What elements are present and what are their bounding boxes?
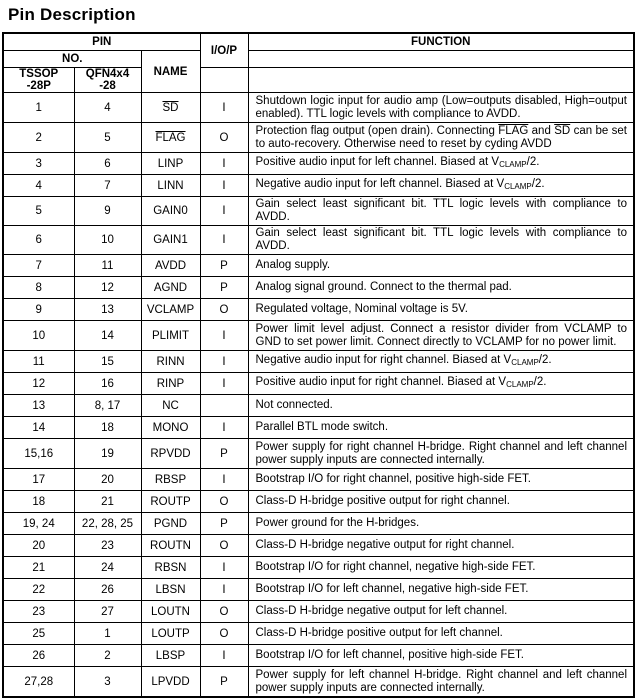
pin-name-cell: RPVDD xyxy=(141,439,200,469)
function-text: Class-D H-bridge negative output for left channel. xyxy=(255,605,508,617)
table-row xyxy=(3,123,634,153)
function-cell xyxy=(248,623,634,645)
pin-tssop-cell: 5 xyxy=(3,197,74,226)
overline-text: $\overline{SD}$ xyxy=(554,124,571,137)
pin-tssop-cell: 25 xyxy=(3,623,74,645)
function-text: Analog supply. xyxy=(255,259,331,271)
pin-name-cell: LOUTN xyxy=(141,601,200,623)
pin-qfn-cell: 19 xyxy=(74,439,141,469)
pin-tssop-cell: 4 xyxy=(3,175,74,197)
function-cell xyxy=(248,321,634,351)
function-cell xyxy=(248,513,634,535)
pin-qfn-cell: 7 xyxy=(74,175,141,197)
pin-tssop-cell: 9 xyxy=(3,299,74,321)
function-cell xyxy=(248,299,634,321)
io-cell: O xyxy=(200,601,248,623)
pin-tssop-cell: 23 xyxy=(3,601,74,623)
page-title: Pin Description xyxy=(8,5,136,24)
io-cell: P xyxy=(200,513,248,535)
pin-name-cell: LINN xyxy=(141,175,200,197)
pin-tssop-cell: 15,16 xyxy=(3,439,74,469)
function-text: Positive audio input for left channel. Biased at V xyxy=(255,156,500,168)
function-text: /2. xyxy=(533,376,547,388)
function-text: Positive audio input for right channel. Biased at V xyxy=(255,376,507,388)
io-cell: P xyxy=(200,255,248,277)
function-cell xyxy=(248,373,634,395)
pin-name-cell: MONO xyxy=(141,417,200,439)
table-row xyxy=(3,153,634,175)
function-cell xyxy=(248,175,634,197)
pin-qfn-cell: 13 xyxy=(74,299,141,321)
overline-text: FLAG xyxy=(498,124,529,137)
pin-name-cell: PLIMIT xyxy=(141,321,200,351)
function-cell xyxy=(248,123,634,153)
pin-qfn-cell: 18 xyxy=(74,417,141,439)
table-row xyxy=(3,601,634,623)
pin-qfn-cell: 10 xyxy=(74,226,141,255)
function-cell xyxy=(248,153,634,175)
pin-qfn-cell: 21 xyxy=(74,491,141,513)
pin-name-cell: GAIN1 xyxy=(141,226,200,255)
table-row xyxy=(3,93,634,123)
io-cell: I xyxy=(200,175,248,197)
function-text: Bootstrap I/O for right channel, negative high-side FET. xyxy=(255,561,536,573)
table-row xyxy=(3,439,634,469)
header-no: NO. xyxy=(3,51,141,68)
pin-qfn-cell: 12 xyxy=(74,277,141,299)
function-text: Power limit level adjust. Connect a resistor divider from VCLAMP to GND to set power limit. Connect directly to VCLAMP for no power limit. xyxy=(255,322,627,348)
function-text: Power ground for the H-bridges. xyxy=(255,517,420,529)
table-header xyxy=(3,33,634,93)
pin-name-cell: LINP xyxy=(141,153,200,175)
io-cell: I xyxy=(200,417,248,439)
function-text: Power supply for right channel H-bridge. Right channel and left channel power supply inputs are connected internally. xyxy=(255,440,627,466)
function-text: Bootstrap I/O for left channel, positive high-side FET. xyxy=(255,649,524,661)
table-row xyxy=(3,557,634,579)
pin-name-cell: NC xyxy=(141,395,200,417)
pin-qfn-cell: 3 xyxy=(74,667,141,698)
pin-name-cell xyxy=(141,93,200,123)
io-cell: P xyxy=(200,667,248,698)
table-row xyxy=(3,255,634,277)
pin-tssop-cell: 26 xyxy=(3,645,74,667)
header-function-spacer-1 xyxy=(248,51,634,68)
io-cell: O xyxy=(200,491,248,513)
table-row xyxy=(3,579,634,601)
header-iop: I/O/P xyxy=(200,33,248,68)
io-cell: I xyxy=(200,93,248,123)
function-cell xyxy=(248,439,634,469)
io-cell: O xyxy=(200,123,248,153)
pin-qfn-cell: 22, 28, 25 xyxy=(74,513,141,535)
io-cell: I xyxy=(200,351,248,373)
pin-qfn-cell: 2 xyxy=(74,645,141,667)
pin-qfn-cell: 20 xyxy=(74,469,141,491)
pin-tssop-cell: 27,28 xyxy=(3,667,74,698)
pin-tssop-cell: 17 xyxy=(3,469,74,491)
table-row xyxy=(3,351,634,373)
function-text: Regulated voltage, Nominal voltage is 5V. xyxy=(255,303,468,315)
function-text: /2. xyxy=(538,354,552,366)
function-text: Negative audio input for right channel. Biased at V xyxy=(255,354,512,366)
io-cell: I xyxy=(200,469,248,491)
function-cell xyxy=(248,601,634,623)
table-row xyxy=(3,535,634,557)
io-cell: O xyxy=(200,623,248,645)
pin-tssop-cell: 7 xyxy=(3,255,74,277)
subscript-text: CLAMP xyxy=(499,160,527,169)
pin-name-cell xyxy=(141,123,200,153)
function-cell xyxy=(248,93,634,123)
function-text: Not connected. xyxy=(255,399,333,411)
subscript-text: CLAMP xyxy=(504,182,532,191)
table-row xyxy=(3,667,634,698)
pin-qfn-cell: 16 xyxy=(74,373,141,395)
pin-tssop-cell: 3 xyxy=(3,153,74,175)
pin-tssop-cell: 21 xyxy=(3,557,74,579)
table-row xyxy=(3,395,634,417)
table-row xyxy=(3,645,634,667)
io-cell: P xyxy=(200,439,248,469)
function-text: Class-D H-bridge positive output for left channel. xyxy=(255,627,503,639)
pin-name-cell: ROUTP xyxy=(141,491,200,513)
pin-qfn-cell: 23 xyxy=(74,535,141,557)
pin-qfn-cell: 24 xyxy=(74,557,141,579)
io-cell: I xyxy=(200,373,248,395)
table-row xyxy=(3,417,634,439)
pin-tssop-cell: 18 xyxy=(3,491,74,513)
pin-tssop-cell: 11 xyxy=(3,351,74,373)
io-cell xyxy=(200,395,248,417)
io-cell: I xyxy=(200,226,248,255)
pin-qfn-cell: 9 xyxy=(74,197,141,226)
pin-name-cell: ROUTN xyxy=(141,535,200,557)
pin-tssop-cell: 1 xyxy=(3,93,74,123)
header-function-spacer-2 xyxy=(248,68,634,93)
pin-table-body xyxy=(3,93,634,698)
function-text: Protection flag output (open drain). Connecting xyxy=(255,124,499,137)
subscript-text: CLAMP xyxy=(506,380,534,389)
pin-name-cell: LBSP xyxy=(141,645,200,667)
pin-qfn-cell: 26 xyxy=(74,579,141,601)
pin-name-cell: RBSP xyxy=(141,469,200,491)
pin-name-cell: PGND xyxy=(141,513,200,535)
function-text: /2. xyxy=(531,178,545,190)
pin-name-cell: VCLAMP xyxy=(141,299,200,321)
function-text: Negative audio input for left channel. Biased at V xyxy=(255,178,505,190)
io-cell: O xyxy=(200,535,248,557)
function-cell xyxy=(248,667,634,698)
pin-name-overline: $\overline{SD}$ xyxy=(162,101,179,114)
pin-name-cell: LOUTP xyxy=(141,623,200,645)
function-text: and xyxy=(528,124,555,137)
pin-name-cell: RBSN xyxy=(141,557,200,579)
header-qfn: QFN4x4 -28 xyxy=(74,68,141,93)
subscript-text: CLAMP xyxy=(511,358,539,367)
function-cell xyxy=(248,579,634,601)
table-row xyxy=(3,623,634,645)
function-text: Shutdown logic input for audio amp (Low=outputs disabled, High=output enabled). TTL logic levels with compliance to AVDD. xyxy=(255,94,627,120)
io-cell: I xyxy=(200,645,248,667)
function-text: Analog signal ground. Connect to the thermal pad. xyxy=(255,281,512,293)
table-row xyxy=(3,469,634,491)
function-cell xyxy=(248,197,634,226)
pin-qfn-cell: 14 xyxy=(74,321,141,351)
pin-name-cell: AVDD xyxy=(141,255,200,277)
pin-tssop-cell: 6 xyxy=(3,226,74,255)
pin-name-cell: AGND xyxy=(141,277,200,299)
table-row xyxy=(3,321,634,351)
pin-tssop-cell: 14 xyxy=(3,417,74,439)
pin-qfn-cell: 6 xyxy=(74,153,141,175)
pin-name-cell: RINP xyxy=(141,373,200,395)
function-cell xyxy=(248,417,634,439)
table-row xyxy=(3,513,634,535)
pin-name-cell: LPVDD xyxy=(141,667,200,698)
function-cell xyxy=(248,645,634,667)
function-cell xyxy=(248,557,634,579)
function-cell xyxy=(248,351,634,373)
function-cell xyxy=(248,255,634,277)
function-cell xyxy=(248,277,634,299)
function-cell xyxy=(248,226,634,255)
table-row xyxy=(3,491,634,513)
pin-tssop-cell: 2 xyxy=(3,123,74,153)
pin-tssop-cell: 20 xyxy=(3,535,74,557)
function-cell xyxy=(248,535,634,557)
header-function: FUNCTION xyxy=(248,33,634,51)
function-text: Class-D H-bridge negative output for right channel. xyxy=(255,539,515,551)
pin-qfn-cell: 1 xyxy=(74,623,141,645)
header-iop-spacer xyxy=(200,68,248,93)
header-name: NAME xyxy=(141,51,200,93)
function-text: can be set to auto-recovery. Otherwise need to reset by cyding AVDD xyxy=(255,124,627,150)
header-pin: PIN xyxy=(3,33,200,51)
function-text: Bootstrap I/O for left channel, negative high-side FET. xyxy=(255,583,529,595)
io-cell: I xyxy=(200,153,248,175)
io-cell: P xyxy=(200,277,248,299)
header-tssop: TSSOP -28P xyxy=(3,68,74,93)
function-text: Parallel BTL mode switch. xyxy=(255,421,389,433)
pin-name-overline: FLAG xyxy=(155,131,186,144)
table-row xyxy=(3,226,634,255)
table-row xyxy=(3,373,634,395)
io-cell: O xyxy=(200,299,248,321)
table-row xyxy=(3,299,634,321)
io-cell: I xyxy=(200,321,248,351)
pin-tssop-cell: 19, 24 xyxy=(3,513,74,535)
pin-name-cell: RINN xyxy=(141,351,200,373)
header-row-1 xyxy=(3,33,634,51)
pin-qfn-cell: 4 xyxy=(74,93,141,123)
header-row-3 xyxy=(3,68,634,93)
function-cell xyxy=(248,469,634,491)
function-text: Gain select least significant bit. TTL logic levels with compliance to AVDD. xyxy=(255,227,627,252)
function-cell xyxy=(248,395,634,417)
table-row xyxy=(3,277,634,299)
pin-tssop-cell: 22 xyxy=(3,579,74,601)
function-text: Gain select least significant bit. TTL logic levels with compliance to AVDD. xyxy=(255,198,627,223)
pin-qfn-cell: 15 xyxy=(74,351,141,373)
header-row-2 xyxy=(3,51,634,68)
io-cell: I xyxy=(200,557,248,579)
io-cell: I xyxy=(200,197,248,226)
pin-tssop-cell: 10 xyxy=(3,321,74,351)
pin-name-cell: LBSN xyxy=(141,579,200,601)
pin-description-table xyxy=(2,32,635,698)
pin-qfn-cell: 8, 17 xyxy=(74,395,141,417)
pin-tssop-cell: 8 xyxy=(3,277,74,299)
pin-tssop-cell: 12 xyxy=(3,373,74,395)
function-text: Power supply for left channel H-bridge. Right channel and left channel power supply inputs are connected internally. xyxy=(255,668,627,694)
pin-name-cell: GAIN0 xyxy=(141,197,200,226)
pin-qfn-cell: 27 xyxy=(74,601,141,623)
pin-qfn-cell: 5 xyxy=(74,123,141,153)
function-text: /2. xyxy=(526,156,540,168)
table-row xyxy=(3,197,634,226)
pin-tssop-cell: 13 xyxy=(3,395,74,417)
io-cell: I xyxy=(200,579,248,601)
function-text: Bootstrap I/O for right channel, positive high-side FET. xyxy=(255,473,531,485)
function-cell xyxy=(248,491,634,513)
function-text: Class-D H-bridge positive output for right channel. xyxy=(255,495,510,507)
pin-qfn-cell: 11 xyxy=(74,255,141,277)
table-row xyxy=(3,175,634,197)
